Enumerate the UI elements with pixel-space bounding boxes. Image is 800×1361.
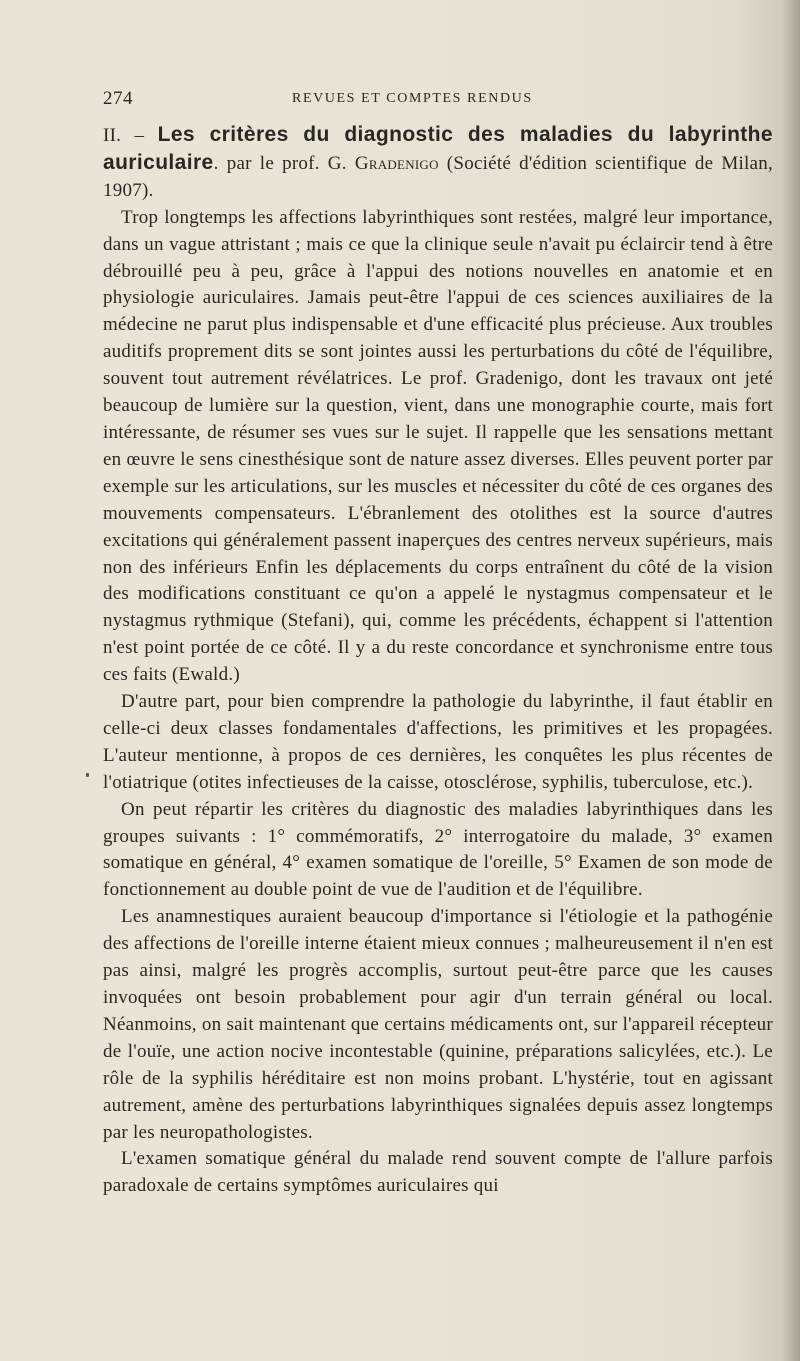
byline-suffix: (Société d'édition scientifique de Milan, 1907). <box>103 152 773 201</box>
article-title: Les critères du diagnostic des maladies du labyrinthe auriculaire <box>103 123 773 174</box>
byline-prefix: . par le prof. G. <box>213 152 355 174</box>
article-body <box>103 122 773 1200</box>
running-head: REVUES ET COMPTES RENDUS <box>292 91 533 106</box>
paragraph: On peut répartir les critères du diagnostic des maladies labyrinthiques dans les groupes suivants : 1° commémoratifs, 2° interrogatoire du malade, 3° examen somatique en général, 4° examen somatique de l'oreille, 5° Examen de son mode de fonctionnement au double point de vue de l'audition et de l'équilibre. <box>103 798 773 901</box>
paragraph: Les anamnestiques auraient beaucoup d'importance si l'étiologie et la pathogénie des affections de l'oreille interne étaient mieux connues ; malheureusement il n'en est pas ainsi, malgré les progrès accomplis, surtout peut-être parce que les causes invoquées ont besoin probablement pour agir d'un terrain général ou local. Néanmoins, on sait maintenant que certains médicaments ont, sur l'appareil récepteur de l'ouïe, une action nocive incontestable (quinine, préparations salicylées, etc.). Le rôle de la syphilis héréditaire est non moins probant. L'hystérie, tout en agissant autrement, amène des perturbations labyrinthiques signalées depuis assez longtemps par les neuropathologistes. <box>103 906 773 1143</box>
article-author: Gradenigo <box>354 152 439 174</box>
paragraph: D'autre part, pour bien comprendre la pathologie du labyrinthe, il faut établir en celle-ci deux classes fondamentales d'affections, les primitives et les propagées. L'auteur mentionne, à propos de ces dernières, les conquêtes les plus récentes de l'otiatrique (otites infectieuses de la caisse, otosclérose, syphilis, tuberculose, etc.). <box>103 691 773 793</box>
page-edge-shadow <box>782 0 800 1361</box>
paragraph: Trop longtemps les affections labyrinthiques sont restées, malgré leur importance, dans un vague attristant ; mais ce que la clinique seule n'avait pu éclaircir tend à être débrouillé peu à peu, grâce à l'appui des notions nouvelles en anatomie et en physiologie auriculaires. Jamais peut-être l'appui de ces sciences auxiliaires de la médecine ne parut plus indispensable et d'une efficacité plus précieuse. Aux troubles auditifs proprement dits se sont jointes aussi les perturbations du côté de l'équilibre, souvent tout autrement révélatrices. Le prof. Gradenigo, dont les travaux ont jeté beaucoup de lumière sur la question, vient, dans une monographie courte, mais fort intéressante, de résumer ses vues sur le sujet. Il rappelle que les sensations mettant en œuvre le sens cinesthésique sont de nature assez diverses. Elles peuvent porter par exemple sur les articulations, sur les muscles et nécessiter du côté de ces organes des mouvements compensateurs. L'ébranlement des otolithes est la source d'autres excitations qui généralement passent inaperçues des centres nerveux supérieurs, mais non des inférieurs Enfin les déplacements du corps entraînent du côté de la vision des modifications constituant ce qu'on a appelé le nystagmus compensateur et le nystagmus rythmique (Stefani), qui, comme les précédents, échappent si l'attention n'est point portée de ce côté. Il y a du reste concordance et synchronisme entre tous ces faits (Ewald.) <box>103 206 773 686</box>
page-number: 274 <box>103 88 133 109</box>
page-header <box>103 88 703 112</box>
article-number: II. – <box>103 125 158 146</box>
article-heading <box>103 122 773 205</box>
paragraph: L'examen somatique général du malade rend souvent compte de l'allure parfois paradoxale de certains symptômes auriculaires qui <box>103 1148 773 1197</box>
margin-ink-mark <box>86 773 89 777</box>
